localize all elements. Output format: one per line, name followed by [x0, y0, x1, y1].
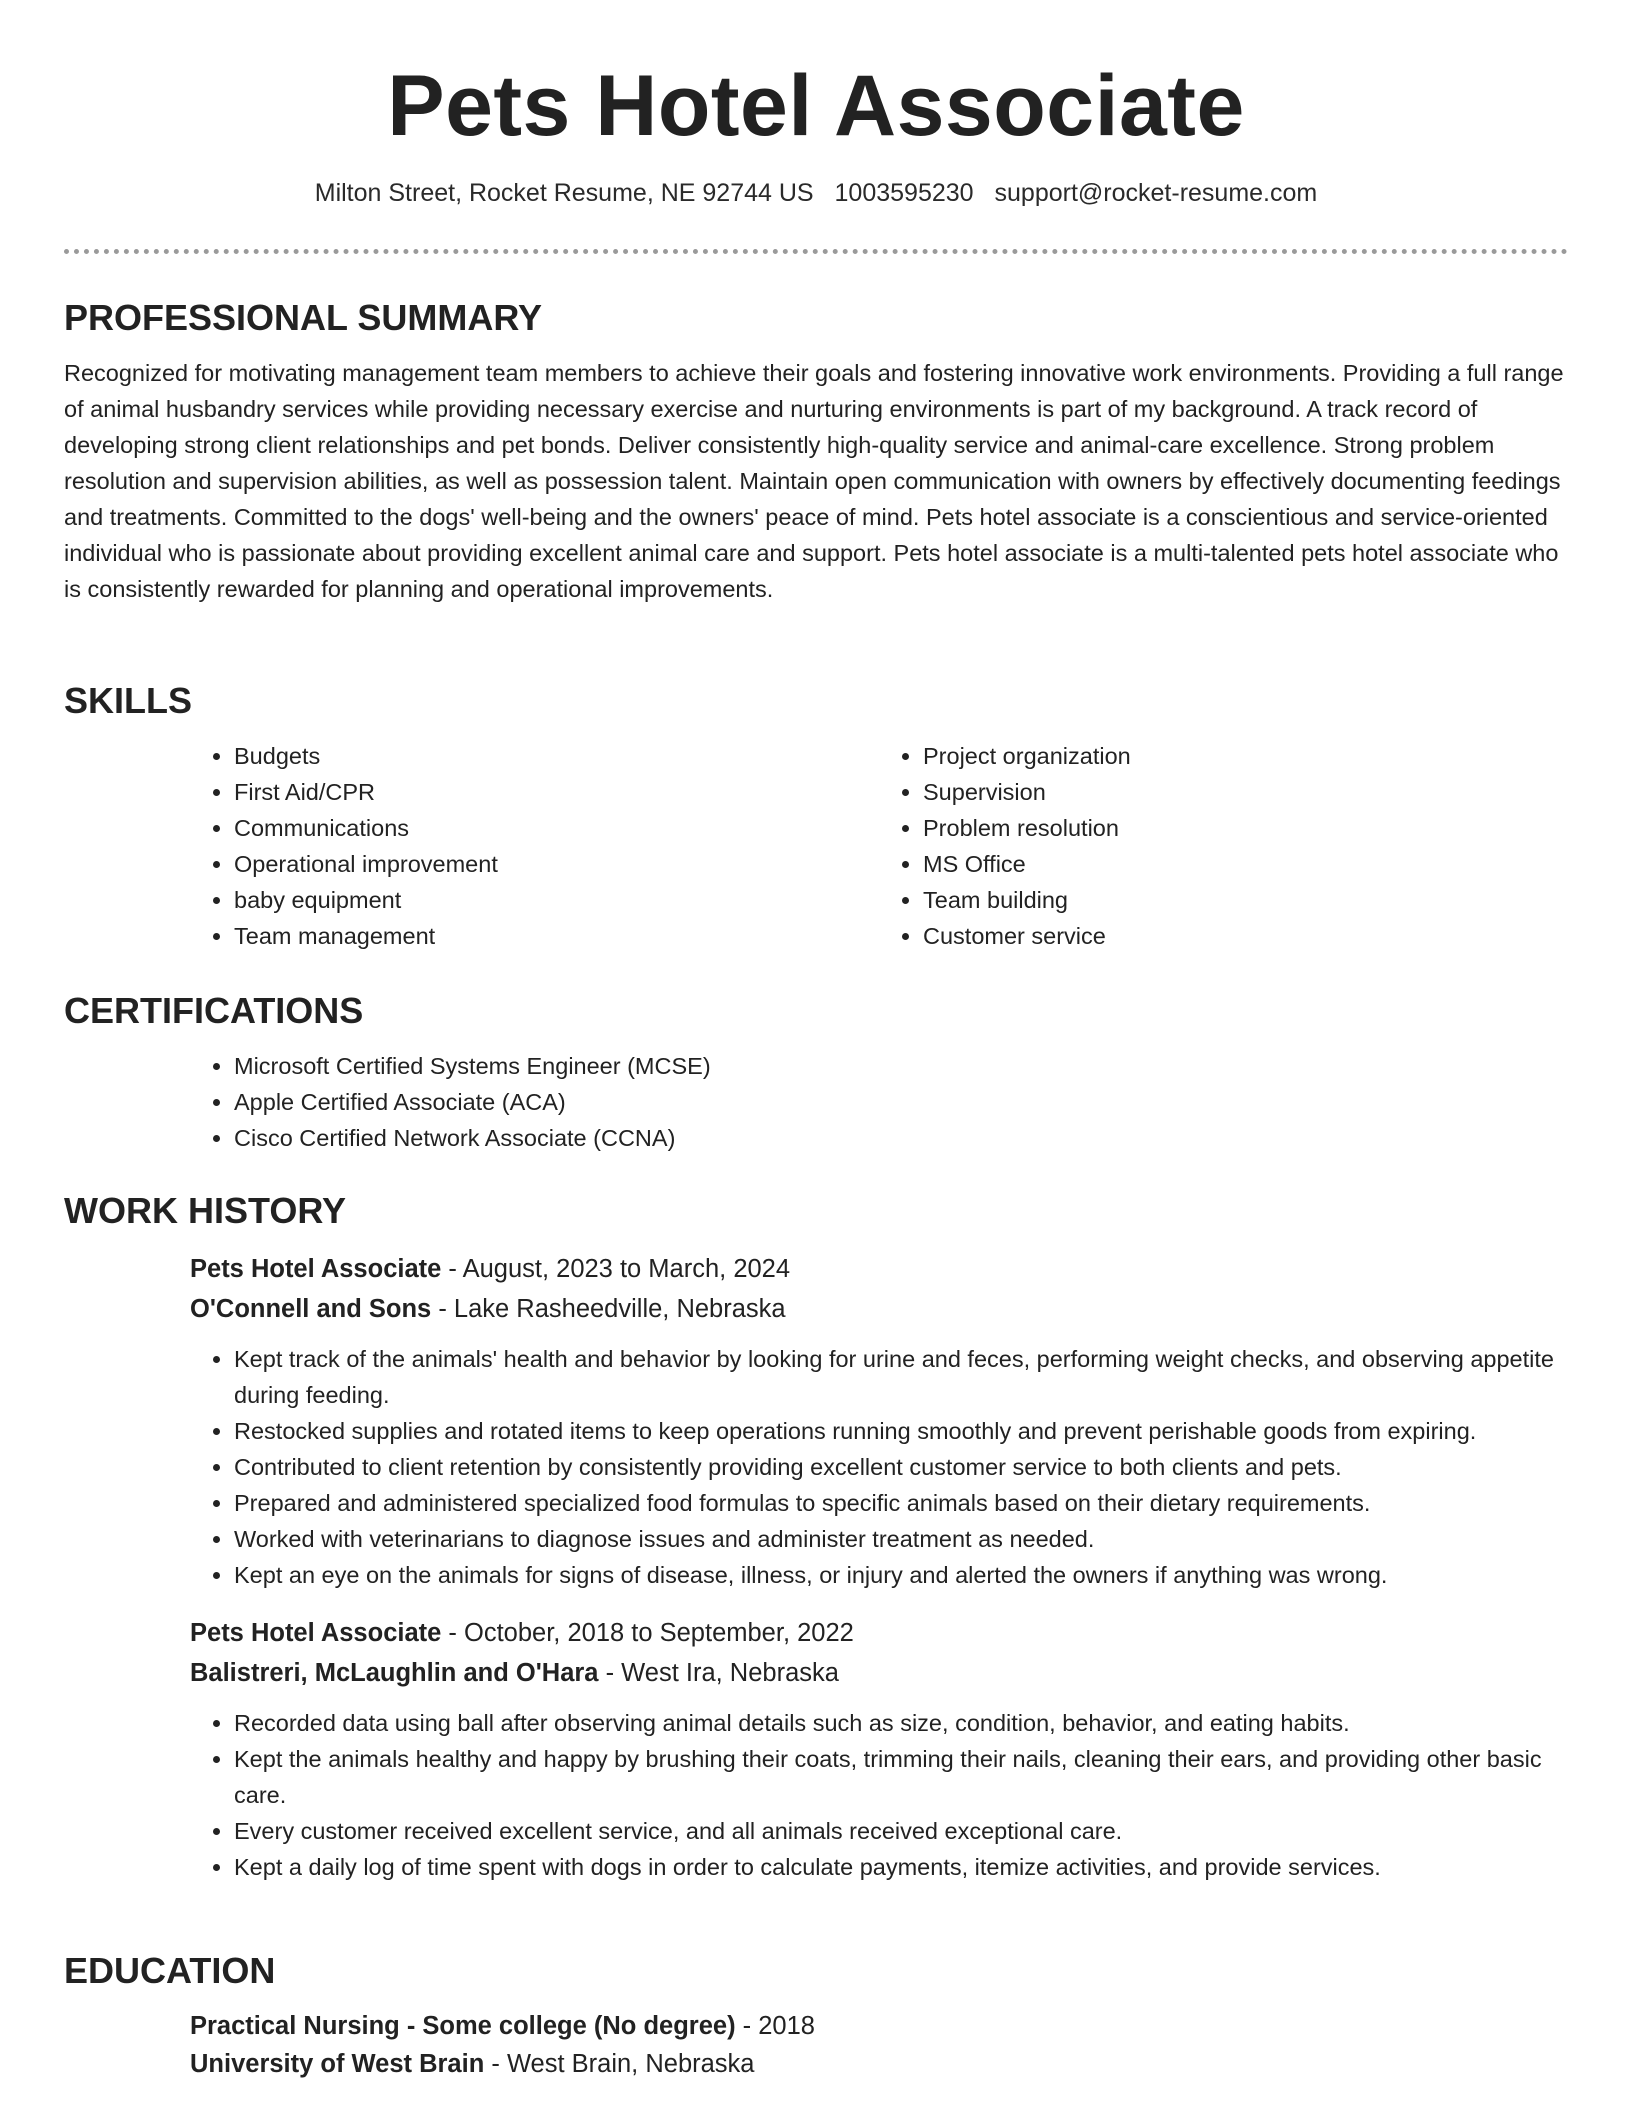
job-bullet: • Worked with veterinarians to diagnose issues and administer treatment as needed.: [234, 1521, 1568, 1557]
contact-email[interactable]: support@rocket-resume.com: [994, 179, 1318, 207]
skill-item: • Team building: [923, 882, 1568, 918]
education-school: University of West Brain: [190, 2050, 485, 2078]
summary-text: Recognized for motivating management team members to achieve their goals and fostering innovative work environments. Providing a full range of animal husbandry services while providing necessary exercise and nurturing environments is part of my background. A track record of developing strong client relationships and pet bonds. Deliver consistently high-quality service and animal-care excellence. Strong problem resolution and supervision abilities, as well as possession talent. Maintain open communication with owners by effectively documenting feedings and treatments. Committed to the dogs' well-being and the owners' peace of mind. Pets hotel associate is a conscientious and service-oriented individual who is passionate about providing excellent animal care and support. Pets hotel associate is a multi-talented pets hotel associate who is consistently rewarded for planning and operational improvements.: [64, 360, 1564, 602]
contact-address: Milton Street, Rocket Resume, NE 92744 US: [314, 179, 814, 207]
job-bullet: • Prepared and administered specialized food formulas to specific animals based on their dietary requirements.: [234, 1485, 1568, 1521]
skills-heading: SKILLS: [64, 680, 193, 721]
job-bullet: • Every customer received excellent service, and all animals received exceptional care.: [234, 1813, 1568, 1849]
certifications-section: [64, 989, 1568, 1156]
skill-item: • Supervision: [923, 774, 1568, 810]
education-entry: [190, 2007, 1568, 2083]
certifications-heading: CERTIFICATIONS: [64, 990, 364, 1031]
job-dates: - October, 2018 to September, 2022: [441, 1619, 854, 1647]
job-role: Pets Hotel Associate: [190, 1255, 442, 1283]
education-year: - 2018: [735, 2012, 815, 2040]
skill-item: • Communications: [234, 810, 879, 846]
job-title-line: [190, 1613, 1568, 1653]
skill-item: • Budgets: [234, 738, 879, 774]
contact-phone: 1003595230: [834, 179, 974, 207]
summary-section: [64, 296, 1568, 607]
skills-grid: [190, 738, 1568, 954]
education-location: - West Brain, Nebraska: [484, 2050, 755, 2078]
candidate-name: Pets Hotel Associate: [387, 58, 1245, 154]
job-bullet: • Restocked supplies and rotated items to keep operations running smoothly and prevent perishable goods from expiring.: [234, 1413, 1568, 1449]
job-company: Balistreri, McLaughlin and O'Hara: [190, 1659, 599, 1687]
job-bullet: • Kept a daily log of time spent with dogs in order to calculate payments, itemize activities, and provide services.: [234, 1849, 1568, 1885]
job-bullet: • Recorded data using ball after observing animal details such as size, condition, behavior, and eating habits.: [234, 1705, 1568, 1741]
job-company-line: [190, 1289, 1568, 1329]
job-title-line: [190, 1249, 1568, 1289]
certification-item: • Apple Certified Associate (ACA): [234, 1084, 1568, 1120]
work-history-section: [64, 1189, 1568, 1885]
skills-list-left: [190, 738, 879, 954]
job-dates: - August, 2023 to March, 2024: [441, 1255, 791, 1283]
job-location: - West Ira, Nebraska: [598, 1659, 839, 1687]
skill-item: • First Aid/CPR: [234, 774, 879, 810]
job-company: O'Connell and Sons: [190, 1295, 432, 1323]
job-location: - Lake Rasheedville, Nebraska: [431, 1295, 786, 1323]
certification-item: • Cisco Certified Network Associate (CCNA): [234, 1120, 1568, 1156]
summary-heading: PROFESSIONAL SUMMARY: [64, 297, 543, 338]
work-history-heading: WORK HISTORY: [64, 1190, 347, 1231]
skill-item: • Project organization: [923, 738, 1568, 774]
job-bullet: • Contributed to client retention by consistently providing excellent customer service to both clients and pets.: [234, 1449, 1568, 1485]
skills-section: [64, 679, 1568, 954]
skill-item: • Customer service: [923, 918, 1568, 954]
education-school-line: [190, 2045, 1568, 2083]
certifications-list: [190, 1048, 1568, 1156]
education-degree: Practical Nursing - Some college (No degree): [190, 2012, 736, 2040]
contact-line: [0, 179, 1632, 208]
job-entry: [190, 1613, 1568, 1885]
education-section: [64, 1949, 1568, 2083]
skills-list-right: [879, 738, 1568, 954]
skill-item: • Problem resolution: [923, 810, 1568, 846]
job-company-line: [190, 1653, 1568, 1693]
job-role: Pets Hotel Associate: [190, 1619, 442, 1647]
job-entry: [190, 1249, 1568, 1593]
job-bullet: • Kept track of the animals' health and behavior by looking for urine and feces, performing weight checks, and observing appetite during feeding.: [234, 1341, 1568, 1413]
job-bullet: • Kept an eye on the animals for signs of disease, illness, or injury and alerted the owners if anything was wrong.: [234, 1557, 1568, 1593]
certification-item: • Microsoft Certified Systems Engineer (MCSE): [234, 1048, 1568, 1084]
job-bullets: [190, 1341, 1568, 1593]
job-bullet: • Kept the animals healthy and happy by brushing their coats, trimming their nails, cleaning their ears, and providing other basic care.: [234, 1741, 1568, 1813]
skill-item: • baby equipment: [234, 882, 879, 918]
skill-item: • Team management: [234, 918, 879, 954]
education-heading: EDUCATION: [64, 1950, 276, 1991]
header-divider: [64, 249, 1568, 254]
job-bullets: [190, 1705, 1568, 1885]
skill-item: • Operational improvement: [234, 846, 879, 882]
education-degree-line: [190, 2007, 1568, 2045]
skill-item: • MS Office: [923, 846, 1568, 882]
